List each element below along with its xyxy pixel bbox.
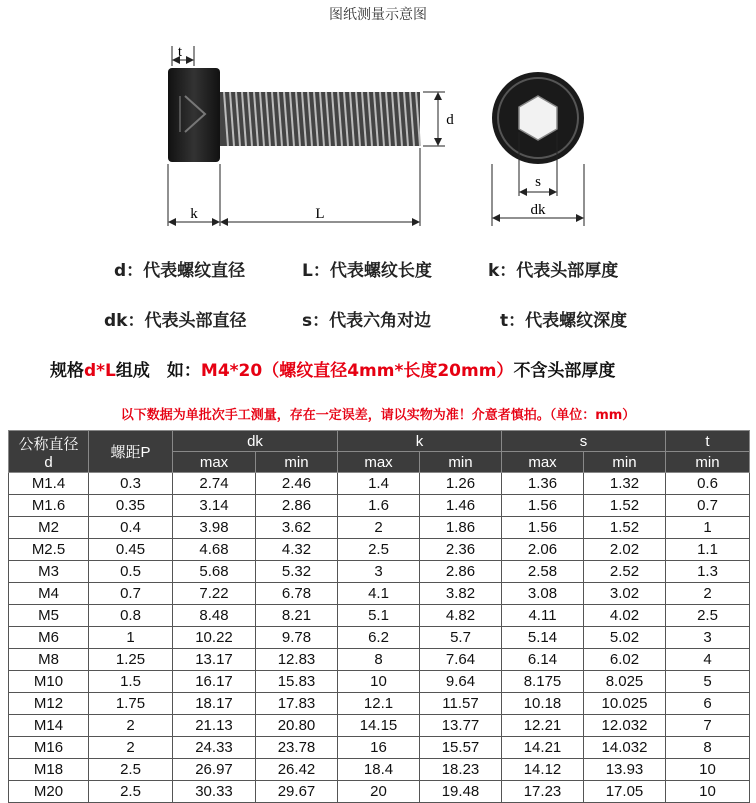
table-cell: 4.32 <box>256 539 338 561</box>
table-cell: 26.42 <box>256 759 338 781</box>
table-cell: 2.74 <box>173 473 256 495</box>
table-cell: 10.22 <box>173 627 256 649</box>
table-cell: 1.75 <box>89 693 173 715</box>
table-cell: 3.98 <box>173 517 256 539</box>
table-row <box>9 715 750 737</box>
table-cell: M1.4 <box>9 473 89 495</box>
spec-suffix: 不含头部厚度 <box>513 361 616 381</box>
page-title: 图纸测量示意图 <box>329 7 427 23</box>
table-cell: 2.86 <box>420 561 502 583</box>
dim-label-L: L <box>315 206 325 222</box>
dim-label-dk: dk <box>530 202 546 218</box>
header-k-max: max <box>338 452 420 473</box>
table-cell: 4.02 <box>584 605 666 627</box>
table-cell: 5 <box>666 671 750 693</box>
table-cell: 2.46 <box>256 473 338 495</box>
dim-label-k: k <box>190 206 198 222</box>
table-cell: 5.14 <box>502 627 584 649</box>
table-cell: 5.68 <box>173 561 256 583</box>
header-t: t <box>666 431 750 452</box>
table-cell: 3.02 <box>584 583 666 605</box>
table-cell: 20.80 <box>256 715 338 737</box>
table-cell: 4.11 <box>502 605 584 627</box>
table-cell: 8.025 <box>584 671 666 693</box>
table-row <box>9 605 750 627</box>
table-cell: 1.46 <box>420 495 502 517</box>
table-cell: 1.1 <box>666 539 750 561</box>
table-row <box>9 473 750 495</box>
table-row <box>9 693 750 715</box>
table-cell: 2.5 <box>89 759 173 781</box>
table-cell: 7.64 <box>420 649 502 671</box>
table-cell: 0.35 <box>89 495 173 517</box>
table-cell: M2.5 <box>9 539 89 561</box>
table-cell: 0.7 <box>666 495 750 517</box>
table-cell: 2.52 <box>584 561 666 583</box>
table-cell: 3 <box>338 561 420 583</box>
table-cell: 12.83 <box>256 649 338 671</box>
header-k-min: min <box>420 452 502 473</box>
spec-table <box>8 430 750 803</box>
table-cell: 1.25 <box>89 649 173 671</box>
table-cell: 23.78 <box>256 737 338 759</box>
table-row <box>9 627 750 649</box>
legend-d: d：代表螺纹直径 <box>114 261 246 281</box>
header-nominal-diameter: 公称直径 d <box>9 431 89 473</box>
table-cell: M16 <box>9 737 89 759</box>
table-row <box>9 737 750 759</box>
table-cell: 16 <box>338 737 420 759</box>
table-cell: 16.17 <box>173 671 256 693</box>
header-s-min: min <box>584 452 666 473</box>
header-s: s <box>502 431 666 452</box>
table-cell: 2.86 <box>256 495 338 517</box>
table-cell: 3.08 <box>502 583 584 605</box>
table-row <box>9 517 750 539</box>
table-cell: 10.18 <box>502 693 584 715</box>
header-dk-max: max <box>173 452 256 473</box>
table-cell: M12 <box>9 693 89 715</box>
table-cell: 1.26 <box>420 473 502 495</box>
table-cell: 21.13 <box>173 715 256 737</box>
table-cell: 8.21 <box>256 605 338 627</box>
table-cell: 6.78 <box>256 583 338 605</box>
table-cell: 1.4 <box>338 473 420 495</box>
table-cell: 2.5 <box>338 539 420 561</box>
table-cell: M20 <box>9 781 89 803</box>
table-cell: 6.14 <box>502 649 584 671</box>
table-cell: 2 <box>338 517 420 539</box>
table-cell: 1.5 <box>89 671 173 693</box>
table-cell: 14.12 <box>502 759 584 781</box>
table-row <box>9 671 750 693</box>
bolt-end-view <box>492 72 584 226</box>
table-cell: 2.02 <box>584 539 666 561</box>
table-cell: 12.21 <box>502 715 584 737</box>
table-cell: 0.3 <box>89 473 173 495</box>
bolt-side-view <box>168 44 454 226</box>
legend-dk: dk：代表头部直径 <box>104 311 247 331</box>
table-cell: 0.5 <box>89 561 173 583</box>
header-pitch: 螺距P <box>89 431 173 473</box>
table-cell: 14.032 <box>584 737 666 759</box>
table-cell: 17.23 <box>502 781 584 803</box>
table-cell: M3 <box>9 561 89 583</box>
table-cell: 2 <box>89 715 173 737</box>
table-cell: 1.32 <box>584 473 666 495</box>
table-cell: 0.4 <box>89 517 173 539</box>
table-cell: 4.68 <box>173 539 256 561</box>
dim-label-t: t <box>177 44 183 60</box>
legend-t: t：代表螺纹深度 <box>500 311 628 331</box>
table-cell: 14.15 <box>338 715 420 737</box>
legend-s: s：代表六角对边 <box>302 311 432 331</box>
table-cell: 1.3 <box>666 561 750 583</box>
table-cell: 2.06 <box>502 539 584 561</box>
table-cell: 7.22 <box>173 583 256 605</box>
table-cell: 14.21 <box>502 737 584 759</box>
header-s-max: max <box>502 452 584 473</box>
table-row <box>9 495 750 517</box>
table-cell: 24.33 <box>173 737 256 759</box>
table-cell: 3.62 <box>256 517 338 539</box>
table-cell: 10 <box>666 781 750 803</box>
table-cell: 17.83 <box>256 693 338 715</box>
table-cell: M6 <box>9 627 89 649</box>
table-cell: 3.82 <box>420 583 502 605</box>
table-cell: M10 <box>9 671 89 693</box>
table-cell: 2.36 <box>420 539 502 561</box>
table-cell: 15.83 <box>256 671 338 693</box>
table-cell: 2.5 <box>666 605 750 627</box>
table-row <box>9 781 750 803</box>
header-t-min: min <box>666 452 750 473</box>
spec-line <box>50 356 615 381</box>
table-cell: 8.175 <box>502 671 584 693</box>
table-cell: 2 <box>666 583 750 605</box>
table-cell: 0.7 <box>89 583 173 605</box>
legend-k: k：代表头部厚度 <box>488 261 619 281</box>
table-row <box>9 759 750 781</box>
table-row <box>9 649 750 671</box>
bolt-head <box>168 68 220 162</box>
table-cell: 1.56 <box>502 517 584 539</box>
table-cell: 13.17 <box>173 649 256 671</box>
table-cell: 2.5 <box>89 781 173 803</box>
table-cell: 5.1 <box>338 605 420 627</box>
table-cell: 0.6 <box>666 473 750 495</box>
table-cell: 1 <box>666 517 750 539</box>
header-dk: dk <box>173 431 338 452</box>
table-cell: M2 <box>9 517 89 539</box>
table-cell: 13.93 <box>584 759 666 781</box>
table-cell: M18 <box>9 759 89 781</box>
table-cell: 4 <box>666 649 750 671</box>
table-cell: 11.57 <box>420 693 502 715</box>
table-cell: 12.032 <box>584 715 666 737</box>
table-cell: 19.48 <box>420 781 502 803</box>
table-cell: 7 <box>666 715 750 737</box>
table-cell: 1.52 <box>584 517 666 539</box>
table-cell: 1.86 <box>420 517 502 539</box>
header-k: k <box>338 431 502 452</box>
table-cell: 26.97 <box>173 759 256 781</box>
bolt-diagram <box>0 36 756 236</box>
table-row <box>9 561 750 583</box>
table-cell: 10.025 <box>584 693 666 715</box>
table-cell: 17.05 <box>584 781 666 803</box>
spec-table-body <box>9 473 750 803</box>
table-cell: 20 <box>338 781 420 803</box>
table-cell: 6.02 <box>584 649 666 671</box>
table-cell: 9.78 <box>256 627 338 649</box>
table-cell: 12.1 <box>338 693 420 715</box>
table-cell: 10 <box>666 759 750 781</box>
table-cell: M5 <box>9 605 89 627</box>
table-cell: 8 <box>666 737 750 759</box>
table-cell: 8 <box>338 649 420 671</box>
table-cell: 1 <box>89 627 173 649</box>
table-cell: 30.33 <box>173 781 256 803</box>
table-cell: M1.6 <box>9 495 89 517</box>
table-cell: 18.23 <box>420 759 502 781</box>
table-cell: 1.52 <box>584 495 666 517</box>
spec-example: M4*20（螺纹直径4mm*长度20mm） <box>200 361 514 381</box>
table-row <box>9 583 750 605</box>
table-cell: 6.2 <box>338 627 420 649</box>
table-cell: 4.1 <box>338 583 420 605</box>
table-cell: 3 <box>666 627 750 649</box>
table-cell: M14 <box>9 715 89 737</box>
table-cell: 15.57 <box>420 737 502 759</box>
dim-label-s: s <box>535 174 541 190</box>
table-row <box>9 539 750 561</box>
table-cell: 3.14 <box>173 495 256 517</box>
table-cell: 8.48 <box>173 605 256 627</box>
table-cell: 9.64 <box>420 671 502 693</box>
table-cell: 5.32 <box>256 561 338 583</box>
measurement-notice: 以下数据为单批次手工测量，存在一定误差，请以实物为准！介意者慎拍。（单位：mm） <box>120 408 636 423</box>
spec-format: d*L <box>84 361 116 381</box>
table-cell: 2.58 <box>502 561 584 583</box>
table-cell: 1.6 <box>338 495 420 517</box>
spec-mid: 组成 如： <box>115 361 201 381</box>
table-cell: 18.4 <box>338 759 420 781</box>
table-cell: 6 <box>666 693 750 715</box>
table-cell: 10 <box>338 671 420 693</box>
table-cell: 0.8 <box>89 605 173 627</box>
table-cell: 18.17 <box>173 693 256 715</box>
table-cell: 29.67 <box>256 781 338 803</box>
legend-L: L：代表螺纹长度 <box>302 261 432 281</box>
table-cell: M8 <box>9 649 89 671</box>
table-cell: 5.02 <box>584 627 666 649</box>
table-cell: M4 <box>9 583 89 605</box>
dim-label-d: d <box>446 112 454 128</box>
header-dk-min: min <box>256 452 338 473</box>
table-cell: 13.77 <box>420 715 502 737</box>
table-cell: 0.45 <box>89 539 173 561</box>
table-cell: 1.36 <box>502 473 584 495</box>
spec-prefix: 规格 <box>50 361 84 381</box>
table-cell: 2 <box>89 737 173 759</box>
table-cell: 1.56 <box>502 495 584 517</box>
table-cell: 5.7 <box>420 627 502 649</box>
table-cell: 4.82 <box>420 605 502 627</box>
